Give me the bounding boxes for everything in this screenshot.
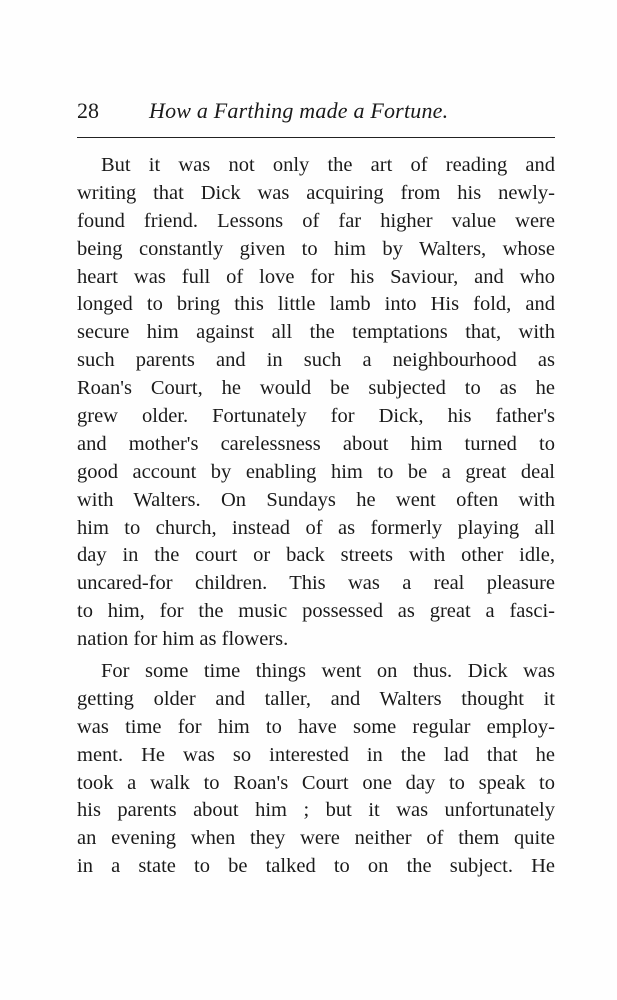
text-line: Roan's Court, he would be subjected to as he	[77, 377, 555, 400]
running-title: How a Farthing made a Fortune.	[149, 98, 449, 123]
text-line: heart was full of love for his Saviour, and who	[77, 265, 555, 288]
text-line: was time for him to have some regular employ-	[77, 715, 555, 738]
text-line: and mother's carelessness about him turned to	[77, 432, 555, 455]
text-line: an evening when they were neither of them quite	[77, 827, 555, 850]
text-line: found friend. Lessons of far higher value were	[77, 209, 555, 232]
text-line: with Walters. On Sundays he went often with	[77, 488, 555, 511]
text-line: getting older and taller, and Walters thought it	[77, 687, 555, 710]
running-header	[77, 96, 555, 130]
text-line: But it was not only the art of reading and	[101, 154, 555, 176]
text-line: him to church, instead of as formerly playing all	[77, 516, 555, 539]
text-line: uncared-for children. This was a real pleasure	[77, 572, 555, 595]
text-line: longed to bring this little lamb into His fold, and	[77, 293, 555, 316]
text-line: to him, for the music possessed as great a fasci-	[77, 600, 555, 623]
body-text	[77, 152, 555, 881]
text-line: being constantly given to him by Walters, whose	[77, 237, 555, 260]
text-line: grew older. Fortunately for Dick, his father's	[77, 405, 555, 428]
text-line: day in the court or back streets with other idle,	[77, 544, 555, 567]
text-line: For some time things went on thus. Dick was	[101, 660, 555, 683]
text-line: in a state to be talked to on the subject. He	[77, 855, 555, 878]
text-line: ment. He was so interested in the lad that he	[77, 743, 555, 766]
page-number: 28	[77, 98, 99, 123]
text-line: such parents and in such a neighbourhood as	[77, 349, 555, 372]
header-rule	[77, 137, 555, 138]
text-line: secure him against all the temptations that, with	[77, 321, 555, 344]
text-line: writing that Dick was acquiring from his newly-	[77, 181, 555, 204]
text-line: nation for him as flowers.	[77, 628, 289, 651]
text-line: took a walk to Roan's Court one day to speak to	[77, 771, 555, 794]
text-line: his parents about him ; but it was unfortunately	[77, 799, 555, 822]
text-line: good account by enabling him to be a great deal	[77, 460, 555, 483]
